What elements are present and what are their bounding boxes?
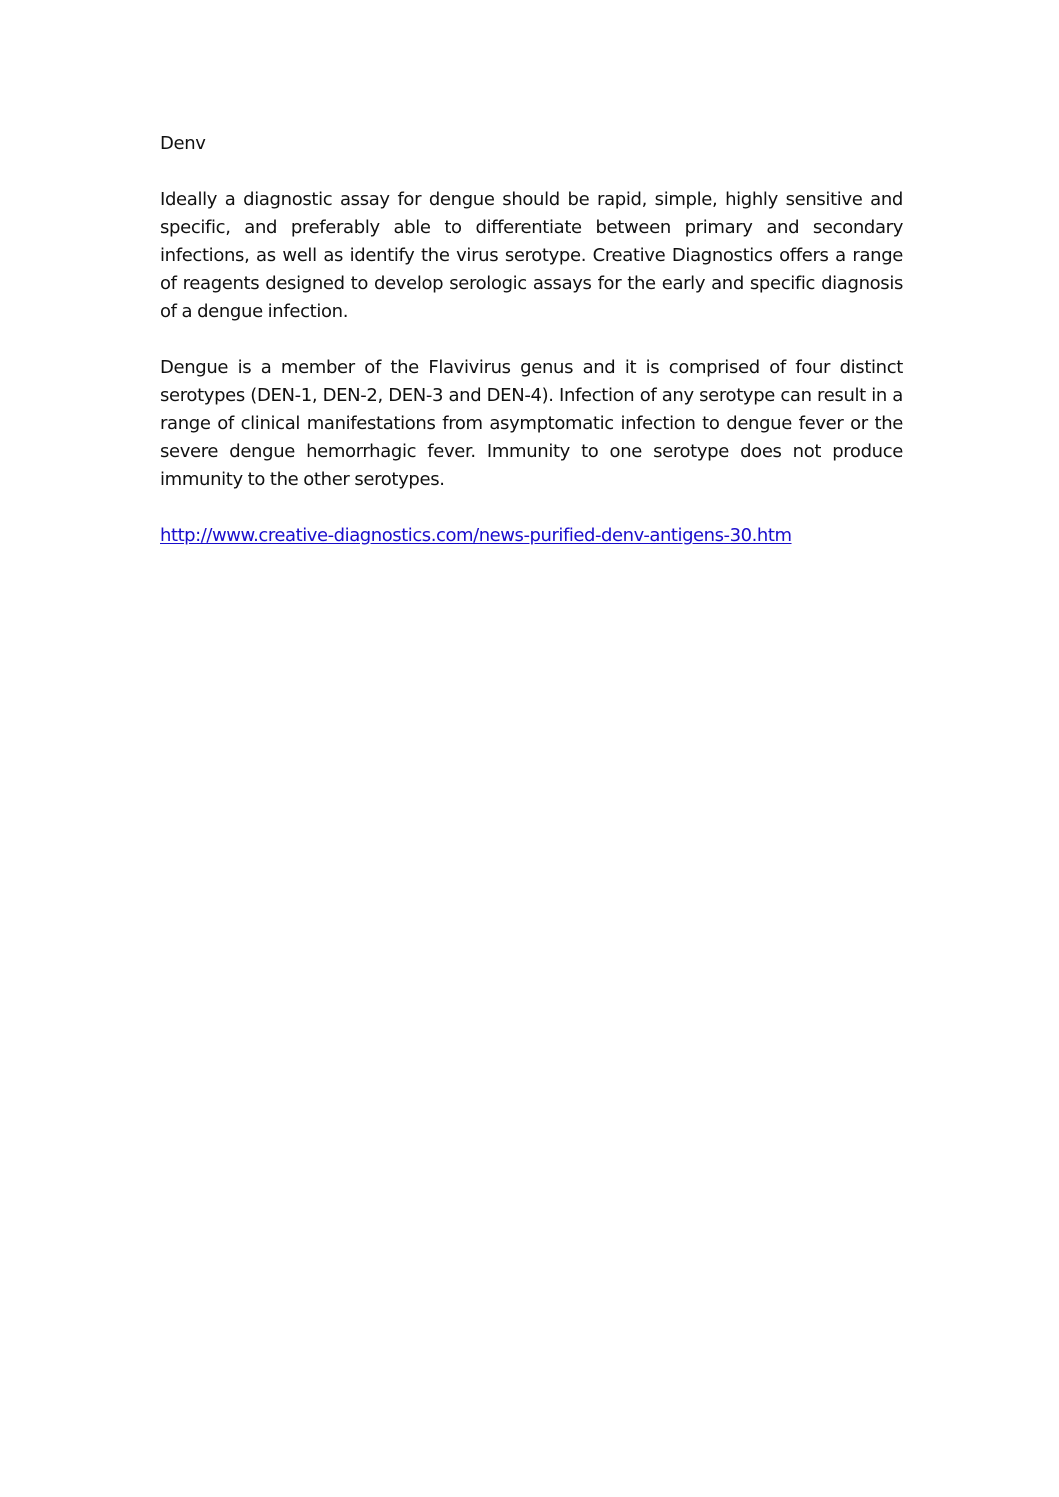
source-link[interactable]: http://www.creative-diagnostics.com/news-purified-denv-antigens-30.htm xyxy=(160,525,792,546)
paragraph-serotypes: Dengue is a member of the Flavivirus genus and it is comprised of four distinct serotypes (DEN-1, DEN-2, DEN-3 and DEN-4). Infection of any serotype can result in a range of clinical manifestations from asymptomatic infection to dengue fever or the severe dengue hemorrhagic fever. Immunity to one serotype does not produce immunity to the other serotypes. xyxy=(160,357,903,490)
document-title: Denv xyxy=(160,133,206,154)
document-page xyxy=(160,130,903,550)
paragraph-intro: Ideally a diagnostic assay for dengue should be rapid, simple, highly sensitive and specific, and preferably able to differentiate between primary and secondary infections, as well as identify the virus serotype. Creative Diagnostics offers a range of reagents designed to develop serologic assays for the early and specific diagnosis of a dengue infection. xyxy=(160,189,903,322)
